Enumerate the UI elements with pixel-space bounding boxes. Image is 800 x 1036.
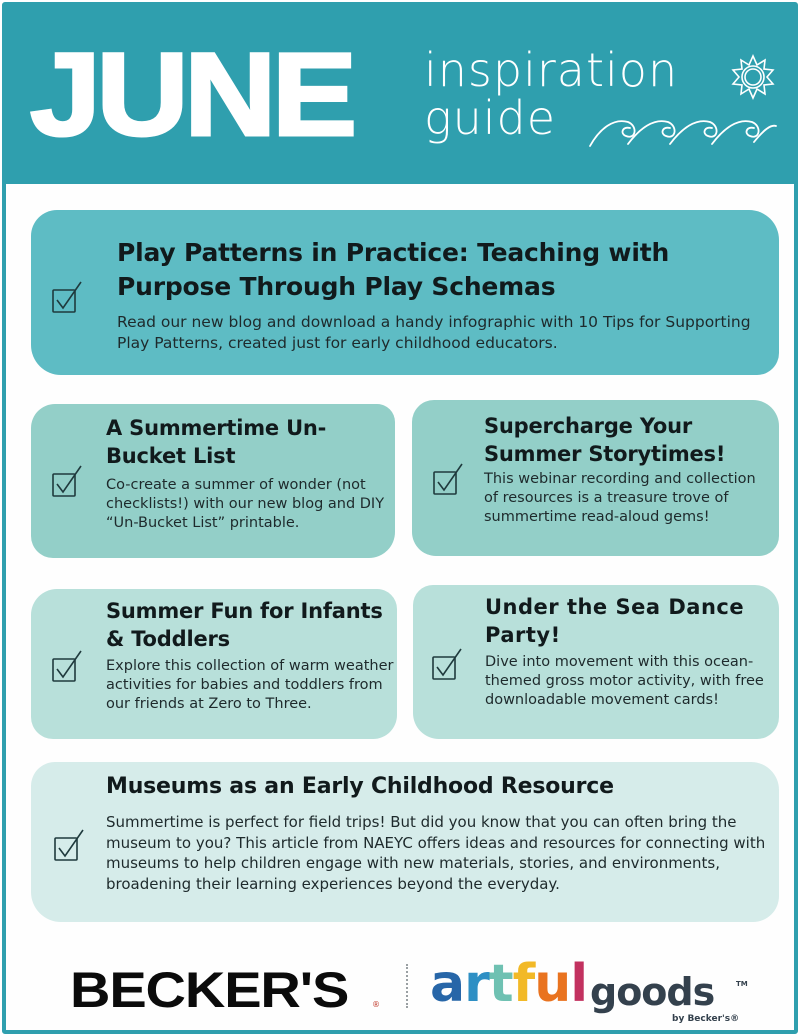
card-dance-party[interactable] (413, 585, 779, 739)
card-title: Play Patterns in Practice: Teaching with Purpose Through Play Schemas (117, 238, 670, 301)
trademark-mark: TM (736, 980, 748, 988)
card-body: Explore this collection of warm weather activities for babies and toddlers from our friends at Zero to Three. (106, 658, 394, 712)
sun-icon (728, 52, 778, 102)
page-frame (2, 2, 798, 1034)
registered-mark: ® (372, 1000, 380, 1009)
checkbox-checked-icon (431, 647, 465, 683)
checkbox-checked-icon (432, 462, 466, 498)
artful-letter: a (430, 954, 465, 1014)
beckers-logo[interactable]: BECKER'S (70, 962, 349, 1018)
month-title: JUNE (30, 29, 353, 161)
card-title: A Summertime Un-Bucket List (106, 416, 327, 468)
card-body: Read our new blog and download a handy infographic with 10 Tips for Supporting Play Patterns, created just for early childhood educators. (117, 313, 751, 352)
card-un-bucket-list[interactable] (31, 404, 395, 558)
by-beckers-tagline: by Becker's® (672, 1014, 740, 1024)
card-title: Under the Sea Dance Party! (485, 595, 745, 647)
checkbox-checked-icon (53, 828, 87, 864)
card-title: Supercharge Your Summer Storytimes! (484, 414, 726, 466)
logo-divider (406, 964, 408, 1008)
card-body: Co-create a summer of wonder (not checklists!) with our new blog and DIY “Un-Bucket List” printable. (106, 477, 385, 531)
footer-logos (6, 944, 794, 1034)
artful-letter: u (534, 954, 571, 1014)
card-body: This webinar recording and collection of resources is a treasure trove of summertime read-aloud gems! (484, 471, 756, 525)
artful-letter: r (464, 954, 489, 1014)
card-storytimes[interactable] (412, 400, 779, 556)
subtitle-line2: guide (424, 91, 557, 145)
goods-wordmark: goods (590, 970, 715, 1014)
card-infants-toddlers[interactable] (31, 589, 397, 739)
artful-letter: l (570, 954, 588, 1014)
checkbox-checked-icon (51, 649, 85, 685)
waves-icon (588, 114, 778, 148)
header-banner (6, 6, 794, 184)
subtitle-line1: inspiration (424, 43, 679, 97)
artful-letter: f (512, 954, 535, 1014)
checkbox-checked-icon (51, 464, 85, 500)
artful-letter: t (488, 954, 513, 1014)
card-title: Museums as an Early Childhood Resource (106, 774, 614, 799)
card-body: Summertime is perfect for field trips! But did you know that you can often bring the museum to you? This article from NAEYC offers ideas and resources for connecting with museums to help children engage with new materials, stories, and environments, broadening their learning experiences beyond the everyday. (106, 813, 766, 893)
artful-logo[interactable] (430, 954, 587, 1014)
card-title: Summer Fun for Infants & Toddlers (106, 599, 383, 651)
card-museums[interactable] (31, 762, 779, 922)
card-body: Dive into movement with this ocean-themed gross motor activity, with free downloadable movement cards! (485, 654, 764, 708)
card-play-patterns[interactable] (31, 210, 779, 375)
checkbox-checked-icon (51, 280, 85, 316)
